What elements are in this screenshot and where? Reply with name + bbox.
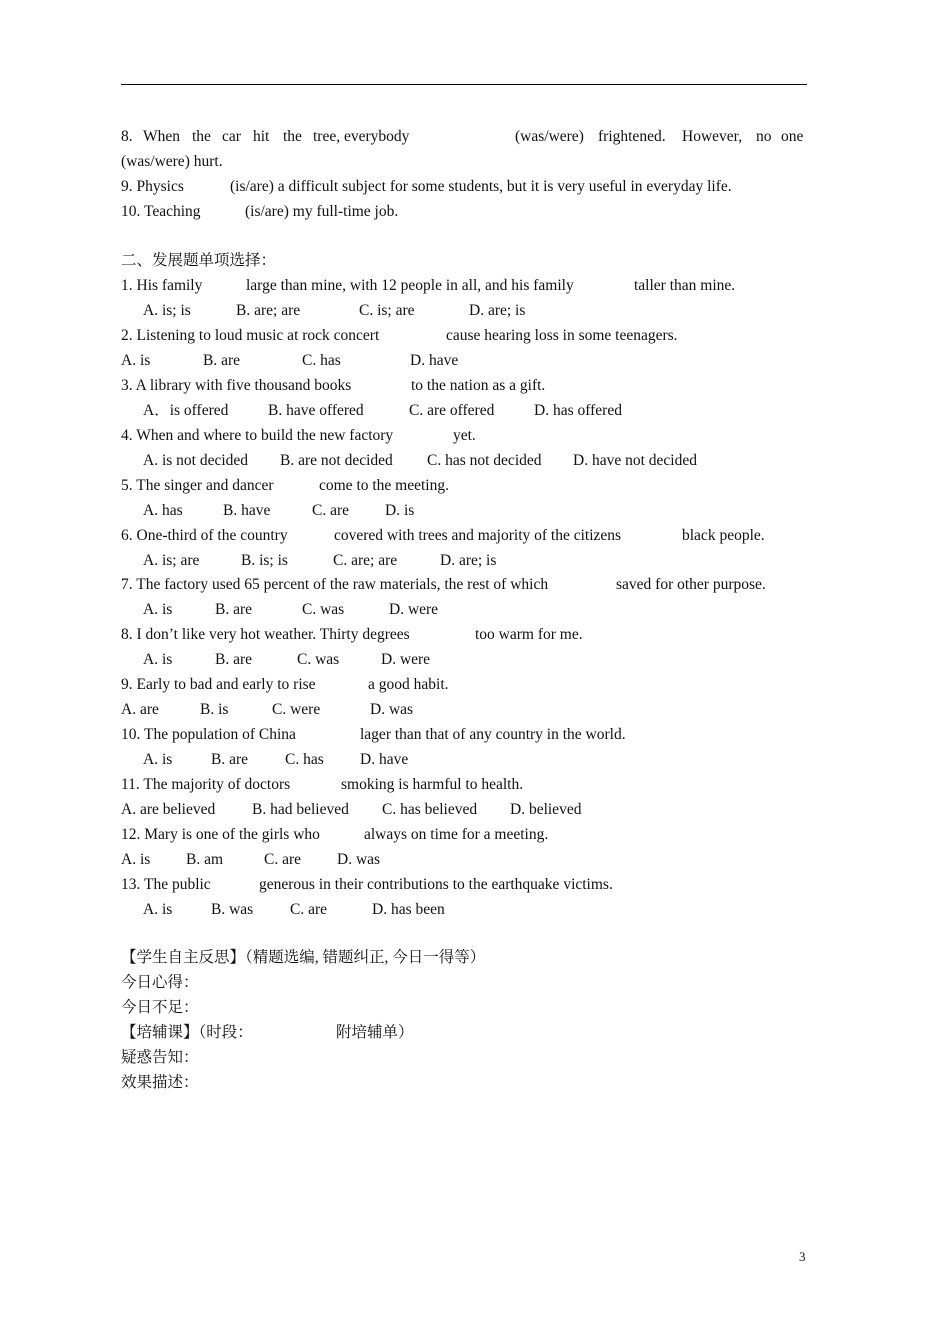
option: C. are offered xyxy=(409,402,495,419)
option: A. is; are xyxy=(143,552,200,569)
option: A. is xyxy=(143,751,173,768)
question-stem: saved for other purpose. xyxy=(616,576,766,593)
option: A. is; is xyxy=(143,302,191,319)
q8-word: the xyxy=(192,128,211,145)
header-rule xyxy=(121,84,807,85)
question-stem: always on time for a meeting. xyxy=(364,826,549,843)
q10-stem: 10. Teaching xyxy=(121,203,201,220)
question-stem: too warm for me. xyxy=(475,626,583,643)
option: A. is xyxy=(121,352,151,369)
option: D. have xyxy=(410,352,459,369)
q8-word: one xyxy=(781,128,804,145)
option: C. are xyxy=(264,851,302,868)
tutoring-sheet: 附培辅单） xyxy=(336,1024,414,1041)
option: B. are xyxy=(215,651,253,668)
page-number: 3 xyxy=(799,1249,806,1264)
option: C. are; are xyxy=(333,552,398,569)
option: B. are xyxy=(215,601,253,618)
option: C. is; are xyxy=(359,302,415,319)
option: C. has not decided xyxy=(427,452,542,469)
question-stem: yet. xyxy=(453,427,476,444)
option: A. are believed xyxy=(121,801,216,818)
q8-word: no xyxy=(756,128,772,145)
q8-word: car xyxy=(222,128,241,145)
question-stem: a good habit. xyxy=(368,676,449,693)
option: A. is xyxy=(143,901,173,918)
question-stem: lager than that of any country in the world. xyxy=(360,726,626,743)
question-stem: cause hearing loss in some teenagers. xyxy=(446,327,678,344)
option: D. have not decided xyxy=(573,452,697,469)
question-stem: 10. The population of China xyxy=(121,726,296,743)
question-stem: to the nation as a gift. xyxy=(411,377,546,394)
option: B. are xyxy=(211,751,249,768)
question-stem: 7. The factory used 65 percent of the raw materials, the rest of which xyxy=(121,576,549,593)
question-stem: large than mine, with 12 people in all, and his family xyxy=(246,277,574,294)
section2-heading: 二、发展题单项选择： xyxy=(121,252,277,269)
option: D. is xyxy=(385,502,415,519)
option: C. are xyxy=(290,901,328,918)
option: A. is xyxy=(121,851,151,868)
option: A. is xyxy=(143,601,173,618)
option: B. am xyxy=(186,851,224,868)
question-stem: come to the meeting. xyxy=(319,477,449,494)
option: D. has been xyxy=(372,901,445,918)
option: D. have xyxy=(360,751,409,768)
q8-continuation: (was/were) hurt. xyxy=(121,153,223,170)
question-stem: 8. I don’t like very hot weather. Thirty degrees xyxy=(121,626,410,643)
q8-word: When xyxy=(143,128,181,145)
option: B. was xyxy=(211,901,254,918)
q8-word: hit xyxy=(253,128,270,145)
doubt-note: 疑惑告知： xyxy=(121,1049,199,1066)
q8-number: 8. xyxy=(121,128,133,145)
question-stem: smoking is harmful to health. xyxy=(341,776,524,793)
option: D. were xyxy=(389,601,439,618)
question-stem: covered with trees and majority of the citizens xyxy=(334,527,622,544)
q9-stem: (is/are) a difficult subject for some students, but it is very useful in everyday life. xyxy=(230,178,732,195)
question-stem: 1. His family xyxy=(121,277,203,294)
q8-word: tree, xyxy=(313,128,341,145)
option: B. is; is xyxy=(241,552,288,569)
question-stem: 5. The singer and dancer xyxy=(121,477,274,494)
q10-stem: (is/are) my full-time job. xyxy=(245,203,399,220)
option: A. is not decided xyxy=(143,452,249,469)
option: C. was xyxy=(302,601,345,618)
question-stem: 11. The majority of doctors xyxy=(121,776,291,793)
option: C. were xyxy=(272,701,321,718)
option: D. was xyxy=(370,701,414,718)
option: D. believed xyxy=(510,801,582,818)
option: D. was xyxy=(337,851,381,868)
reflection-title: 【学生自主反思】（精题选编, 错题纠正, 今日一得等） xyxy=(121,949,486,966)
option: D. were xyxy=(381,651,431,668)
option: D. has offered xyxy=(534,402,622,419)
question-stem: 6. One-third of the country xyxy=(121,527,288,544)
question-stem: 4. When and where to build the new factory xyxy=(121,427,394,444)
option: B. are; are xyxy=(236,302,301,319)
question-stem: black people. xyxy=(682,527,765,544)
option: B. are xyxy=(203,352,241,369)
option: C. was xyxy=(297,651,340,668)
reflection-gain: 今日心得： xyxy=(121,974,199,991)
question-stem: 9. Early to bad and early to rise xyxy=(121,676,316,693)
question-stem: generous in their contributions to the earthquake victims. xyxy=(259,876,613,893)
q8-word: the xyxy=(283,128,302,145)
option: A. is xyxy=(143,651,173,668)
option: B. have offered xyxy=(268,402,364,419)
question-stem: 3. A library with five thousand books xyxy=(121,377,352,394)
option: B. had believed xyxy=(252,801,349,818)
question-stem: 2. Listening to loud music at rock concert xyxy=(121,327,380,344)
option: B. is xyxy=(200,701,229,718)
option: A. has xyxy=(143,502,183,519)
q8-word: everybody xyxy=(344,128,410,145)
option: A．is offered xyxy=(143,402,229,419)
option: C. has xyxy=(285,751,324,768)
option: D. are; is xyxy=(469,302,526,319)
option: C. has believed xyxy=(382,801,478,818)
q9-stem: 9. Physics xyxy=(121,178,184,195)
q8-word: (was/were) xyxy=(515,128,584,145)
option: D. are; is xyxy=(440,552,497,569)
effect-note: 效果描述： xyxy=(121,1074,199,1091)
option: A. are xyxy=(121,701,159,718)
option: B. have xyxy=(223,502,271,519)
reflection-lack: 今日不足： xyxy=(121,999,199,1016)
option: C. are xyxy=(312,502,350,519)
question-stem: 13. The public xyxy=(121,876,211,893)
q8-word: However, xyxy=(682,128,743,145)
question-stem: taller than mine. xyxy=(634,277,736,294)
question-stem: 12. Mary is one of the girls who xyxy=(121,826,320,843)
option: B. are not decided xyxy=(280,452,393,469)
option: C. has xyxy=(302,352,341,369)
q8-word: frightened. xyxy=(598,128,666,145)
tutoring-session: 【培辅课】（时段： xyxy=(121,1024,253,1041)
